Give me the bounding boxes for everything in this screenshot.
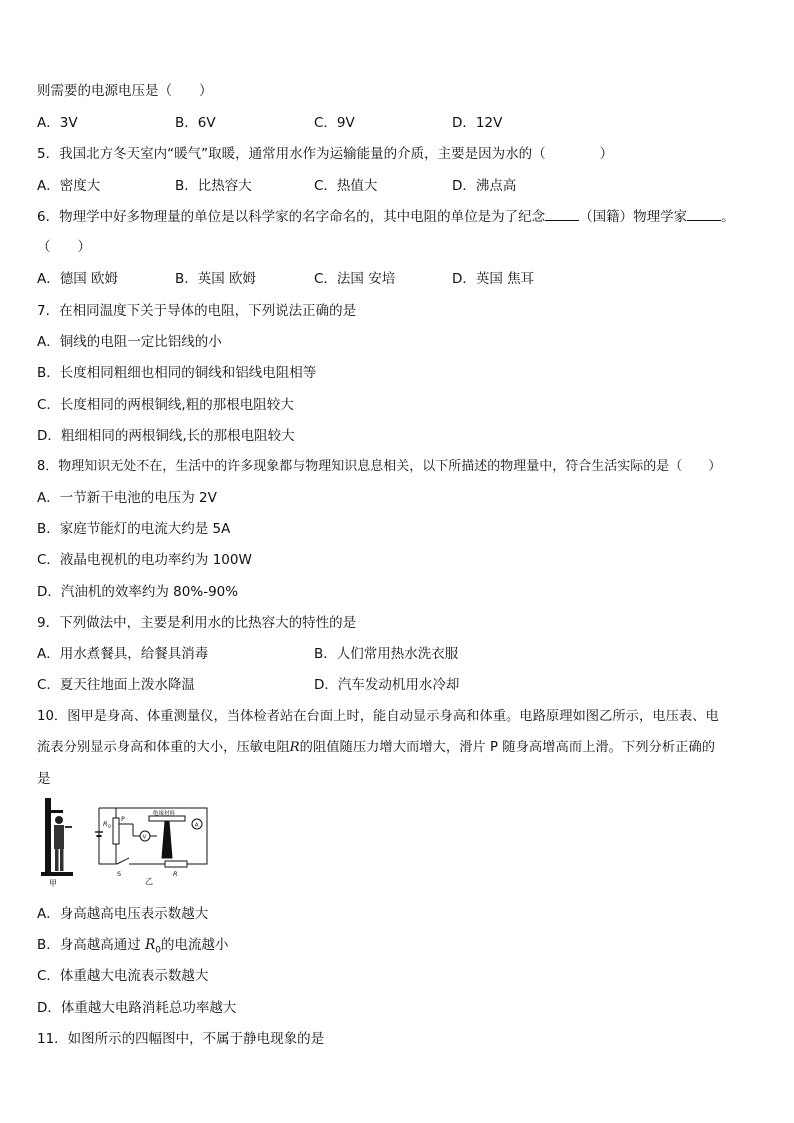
label-p: P bbox=[121, 815, 125, 823]
q10-stem-part-a: 流表分别显示身高和体重的大小，压敏电阻 bbox=[37, 740, 290, 755]
circuit-diagram bbox=[95, 808, 207, 867]
q10-stem-line-1: 10．图甲是身高、体重测量仪，当体检者站在台面上时，能自动显示身高和体重。电路原理如图乙所示，电压表、电 bbox=[37, 709, 719, 724]
q6-option-b: B．英国 欧姆 bbox=[175, 271, 257, 287]
person-leg-left bbox=[55, 849, 59, 871]
q10-option-a: A．身高越高电压表示数越大 bbox=[37, 906, 209, 922]
q9-option-a: A．用水煮餐具，给餐具消毒 bbox=[37, 646, 209, 662]
q6-blank-1 bbox=[545, 208, 579, 221]
label-r0: R bbox=[103, 820, 108, 828]
q10-stem-line-2 bbox=[37, 739, 715, 757]
q6-answer-paren: （ ） bbox=[37, 239, 91, 255]
person-body bbox=[54, 825, 64, 849]
q7-option-c: C．长度相同的两根铜线,粗的那根电阻较大 bbox=[37, 397, 294, 413]
person-arm bbox=[65, 826, 72, 828]
q11-stem: 11．如图所示的四幅图中，不属于静电现象的是 bbox=[37, 1031, 325, 1047]
q10-option-b-part-b: 的电流越小 bbox=[160, 937, 229, 953]
label-platform: 绝缘材料 bbox=[153, 811, 176, 817]
q6-option-c: C．法国 安培 bbox=[314, 271, 396, 287]
q6-blank-2 bbox=[687, 208, 721, 221]
q4-option-a: A．3V bbox=[37, 115, 78, 131]
q5-stem: 5．我国北方冬天室内“暖气”取暖，通常用水作为运输能量的介质，主要是因为水的（ ） bbox=[37, 146, 614, 162]
device-base bbox=[41, 872, 73, 876]
device-illustration bbox=[41, 798, 73, 888]
q9-stem: 9．下列做法中，主要是利用水的比热容大的特性的是 bbox=[37, 615, 357, 631]
q9-option-c: C．夏天往地面上泼水降温 bbox=[37, 677, 195, 693]
device-head-arm bbox=[49, 810, 63, 813]
label-yi: 乙 bbox=[145, 877, 153, 886]
resistor-r0 bbox=[113, 818, 119, 844]
q7-option-b: B．长度相同粗细也相同的铜线和铝线电阻相等 bbox=[37, 365, 317, 381]
switch-s bbox=[117, 858, 129, 864]
q10-option-c: C．体重越大电流表示数越大 bbox=[37, 968, 209, 984]
q10-option-d: D．体重越大电路消耗总功率越大 bbox=[37, 1000, 237, 1016]
q6-stem-part-b: （国籍）物理学家 bbox=[579, 209, 688, 225]
q7-option-a: A．铜线的电阻一定比铝线的小 bbox=[37, 334, 222, 350]
q10-stem-var-r: R bbox=[289, 740, 300, 755]
q10-option-b-var: R bbox=[145, 937, 156, 953]
q8-option-a: A．一节新干电池的电压为 2V bbox=[37, 490, 217, 506]
q10-figure bbox=[37, 796, 212, 888]
person-head bbox=[55, 816, 63, 824]
q4-stem: 则需要的电源电压是（ ） bbox=[37, 83, 213, 99]
q6-option-d: D．英国 焦耳 bbox=[452, 271, 535, 287]
q6-stem-part-a: 6．物理学中好多物理量的单位是以科学家的名字命名的，其中电阻的单位是为了纪念 bbox=[37, 209, 546, 225]
pressure-column bbox=[162, 821, 172, 858]
q10-option-b-part-a: B．身高越高通过 bbox=[37, 937, 146, 953]
q9-option-d: D．汽车发动机用水冷却 bbox=[314, 677, 460, 693]
device-pole bbox=[45, 798, 51, 874]
q4-option-b: B．6V bbox=[175, 115, 216, 131]
q6-option-a: A．德国 欧姆 bbox=[37, 271, 119, 287]
q10-option-b-sub: 0 bbox=[155, 945, 161, 956]
q6-stem bbox=[37, 208, 735, 226]
q10-stem-line-3: 是 bbox=[37, 771, 51, 787]
label-r: R bbox=[173, 870, 178, 878]
q5-option-d: D．沸点高 bbox=[452, 178, 517, 194]
q8-stem: 8．物理知识无处不在，生活中的许多现象都与物理知识息息相关，以下所描述的物理量中，符合生活实际的是（ ） bbox=[37, 459, 722, 474]
q5-option-a: A．密度大 bbox=[37, 178, 101, 194]
label-r0-sub: 0 bbox=[108, 825, 111, 830]
q5-option-c: C．热值大 bbox=[314, 178, 378, 194]
q6-stem-part-c: 。 bbox=[721, 209, 735, 225]
q9-option-b: B．人们常用热水洗衣服 bbox=[314, 646, 459, 662]
q7-option-d: D．粗细相同的两根铜线,长的那根电阻较大 bbox=[37, 428, 295, 444]
q8-option-c: C．液晶电视机的电功率约为 100W bbox=[37, 552, 252, 568]
q10-option-b bbox=[37, 936, 228, 960]
q10-stem-part-b: 的阻值随压力增大而增大，滑片 P 随身高增高而上滑。下列分析正确的 bbox=[299, 740, 716, 755]
person-leg-right bbox=[60, 849, 64, 871]
label-voltmeter: V bbox=[142, 834, 147, 841]
q4-option-d: D．12V bbox=[452, 115, 503, 131]
label-jia: 甲 bbox=[49, 879, 57, 888]
wire-left bbox=[99, 808, 117, 864]
q7-stem: 7．在相同温度下关于导体的电阻，下列说法正确的是 bbox=[37, 303, 357, 319]
resistor-r bbox=[165, 861, 187, 867]
q4-option-c: C．9V bbox=[314, 115, 355, 131]
label-ammeter: A bbox=[194, 822, 199, 829]
label-s: S bbox=[117, 870, 122, 878]
q5-option-b: B．比热容大 bbox=[175, 178, 252, 194]
q8-option-b: B．家庭节能灯的电流大约是 5A bbox=[37, 521, 231, 537]
q8-option-d: D．汽油机的效率约为 80%-90% bbox=[37, 584, 239, 600]
